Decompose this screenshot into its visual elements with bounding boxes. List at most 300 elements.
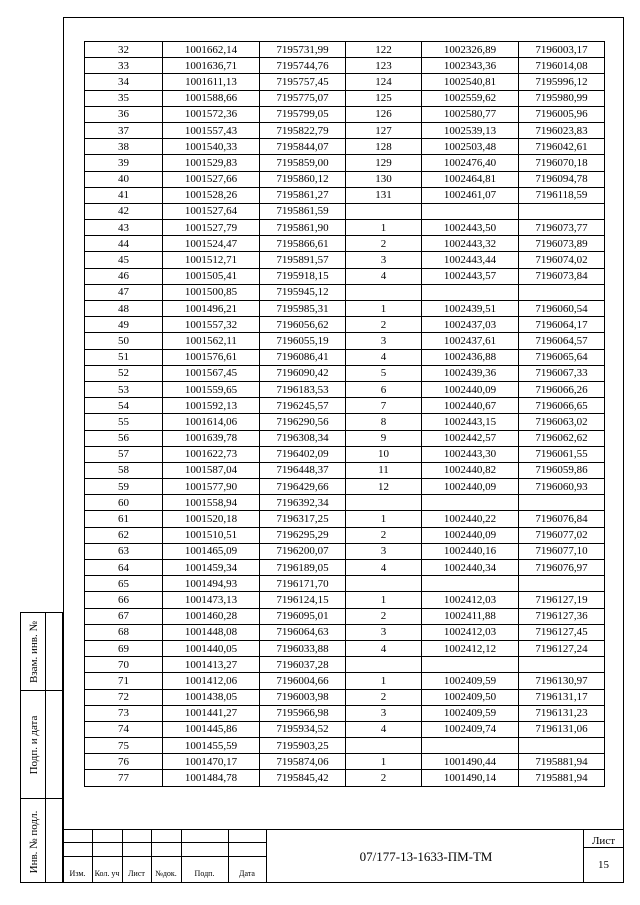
table-row bbox=[85, 203, 605, 219]
point-no-cell: 65 bbox=[85, 576, 163, 592]
y-coord-cell: 7195757,45 bbox=[260, 74, 346, 90]
y-coord-2-cell: 7195881,94 bbox=[519, 770, 605, 786]
x-coord-cell: 1001512,71 bbox=[163, 252, 260, 268]
x-coord-2-cell: 1002437,61 bbox=[422, 333, 519, 349]
x-coord-cell: 1001588,66 bbox=[163, 90, 260, 106]
divider bbox=[63, 856, 266, 857]
point-no-2-cell: 4 bbox=[346, 560, 422, 576]
x-coord-cell: 1001622,73 bbox=[163, 446, 260, 462]
y-coord-2-cell: 7196131,17 bbox=[519, 689, 605, 705]
point-no-2-cell: 124 bbox=[346, 74, 422, 90]
y-coord-2-cell: 7196077,10 bbox=[519, 543, 605, 559]
point-no-2-cell: 10 bbox=[346, 446, 422, 462]
table-row bbox=[85, 608, 605, 624]
y-coord-cell: 7196003,98 bbox=[260, 689, 346, 705]
point-no-cell: 52 bbox=[85, 365, 163, 381]
y-coord-2-cell: 7196061,55 bbox=[519, 446, 605, 462]
point-no-cell: 63 bbox=[85, 543, 163, 559]
sheet-col-label: Лист bbox=[128, 869, 145, 878]
x-coord-cell: 1001576,61 bbox=[163, 349, 260, 365]
point-no-cell: 77 bbox=[85, 770, 163, 786]
y-coord-2-cell: 7196005,96 bbox=[519, 106, 605, 122]
date-label: Дата bbox=[239, 869, 255, 878]
side-stamp-value-column bbox=[45, 612, 63, 883]
x-coord-cell: 1001460,28 bbox=[163, 608, 260, 624]
point-no-cell: 50 bbox=[85, 333, 163, 349]
point-no-cell: 46 bbox=[85, 268, 163, 284]
point-no-2-cell: 4 bbox=[346, 721, 422, 737]
table-row bbox=[85, 381, 605, 397]
x-coord-cell: 1001557,32 bbox=[163, 317, 260, 333]
y-coord-cell: 7196033,88 bbox=[260, 640, 346, 656]
y-coord-cell: 7196056,62 bbox=[260, 317, 346, 333]
x-coord-2-cell: 1002412,03 bbox=[422, 624, 519, 640]
x-coord-cell: 1001529,83 bbox=[163, 155, 260, 171]
point-no-cell: 56 bbox=[85, 430, 163, 446]
x-coord-2-cell: 1002539,13 bbox=[422, 122, 519, 138]
y-coord-cell: 7195861,90 bbox=[260, 220, 346, 236]
y-coord-cell: 7196064,63 bbox=[260, 624, 346, 640]
y-coord-2-cell: 7196060,54 bbox=[519, 301, 605, 317]
table-row bbox=[85, 721, 605, 737]
x-coord-cell: 1001662,14 bbox=[163, 42, 260, 58]
point-no-cell: 60 bbox=[85, 495, 163, 511]
point-no-cell: 57 bbox=[85, 446, 163, 462]
point-no-cell: 71 bbox=[85, 673, 163, 689]
y-coord-cell: 7196171,70 bbox=[260, 576, 346, 592]
point-no-cell: 68 bbox=[85, 624, 163, 640]
y-coord-2-cell bbox=[519, 495, 605, 511]
table-row bbox=[85, 155, 605, 171]
x-coord-2-cell: 1001490,44 bbox=[422, 754, 519, 770]
count-label: Кол. уч bbox=[94, 869, 120, 878]
sheet-label: Лист bbox=[591, 835, 616, 847]
x-coord-cell: 1001448,08 bbox=[163, 624, 260, 640]
point-no-cell: 43 bbox=[85, 220, 163, 236]
x-coord-cell: 1001459,34 bbox=[163, 560, 260, 576]
point-no-2-cell: 12 bbox=[346, 479, 422, 495]
point-no-2-cell: 2 bbox=[346, 527, 422, 543]
x-coord-2-cell bbox=[422, 284, 519, 300]
table-row bbox=[85, 754, 605, 770]
point-no-2-cell: 1 bbox=[346, 673, 422, 689]
inv-orig-cell bbox=[21, 799, 46, 884]
y-coord-2-cell bbox=[519, 576, 605, 592]
divider bbox=[583, 847, 624, 848]
point-no-2-cell: 127 bbox=[346, 122, 422, 138]
table-row bbox=[85, 220, 605, 236]
y-coord-cell: 7196200,07 bbox=[260, 543, 346, 559]
y-coord-2-cell: 7196094,78 bbox=[519, 171, 605, 187]
x-coord-2-cell: 1002439,51 bbox=[422, 301, 519, 317]
inv-orig-label: Инв. № подл. bbox=[27, 810, 40, 873]
point-no-cell: 58 bbox=[85, 462, 163, 478]
x-coord-2-cell: 1002411,88 bbox=[422, 608, 519, 624]
point-no-cell: 67 bbox=[85, 608, 163, 624]
y-coord-2-cell: 7195980,99 bbox=[519, 90, 605, 106]
table-row bbox=[85, 479, 605, 495]
y-coord-2-cell: 7196127,24 bbox=[519, 640, 605, 656]
point-no-2-cell: 7 bbox=[346, 398, 422, 414]
x-coord-cell: 1001441,27 bbox=[163, 705, 260, 721]
y-coord-2-cell: 7196077,02 bbox=[519, 527, 605, 543]
x-coord-2-cell: 1002461,07 bbox=[422, 187, 519, 203]
y-coord-2-cell: 7196127,36 bbox=[519, 608, 605, 624]
point-no-cell: 49 bbox=[85, 317, 163, 333]
y-coord-cell: 7195891,57 bbox=[260, 252, 346, 268]
x-coord-cell: 1001494,93 bbox=[163, 576, 260, 592]
point-no-cell: 44 bbox=[85, 236, 163, 252]
sign-date-cell bbox=[21, 691, 46, 799]
table-row bbox=[85, 560, 605, 576]
x-coord-cell: 1001500,85 bbox=[163, 284, 260, 300]
y-coord-cell: 7195874,06 bbox=[260, 754, 346, 770]
y-coord-2-cell bbox=[519, 284, 605, 300]
point-no-2-cell: 11 bbox=[346, 462, 422, 478]
x-coord-2-cell: 1002440,82 bbox=[422, 462, 519, 478]
y-coord-cell: 7195822,79 bbox=[260, 122, 346, 138]
x-coord-cell: 1001510,51 bbox=[163, 527, 260, 543]
sheet-number: 15 bbox=[598, 859, 609, 871]
point-no-cell: 64 bbox=[85, 560, 163, 576]
y-coord-cell: 7196189,05 bbox=[260, 560, 346, 576]
table-row bbox=[85, 268, 605, 284]
table-row bbox=[85, 446, 605, 462]
table-row bbox=[85, 640, 605, 656]
point-no-2-cell: 1 bbox=[346, 301, 422, 317]
x-coord-2-cell: 1002443,50 bbox=[422, 220, 519, 236]
x-coord-2-cell: 1002436,88 bbox=[422, 349, 519, 365]
table-row bbox=[85, 106, 605, 122]
table-row bbox=[85, 139, 605, 155]
divider bbox=[63, 842, 266, 843]
x-coord-2-cell bbox=[422, 495, 519, 511]
x-coord-cell: 1001473,13 bbox=[163, 592, 260, 608]
point-no-2-cell bbox=[346, 495, 422, 511]
table-row bbox=[85, 738, 605, 754]
x-coord-2-cell: 1002440,09 bbox=[422, 527, 519, 543]
table-row bbox=[85, 74, 605, 90]
y-coord-2-cell: 7196014,08 bbox=[519, 58, 605, 74]
table-row bbox=[85, 770, 605, 786]
x-coord-2-cell: 1002343,36 bbox=[422, 58, 519, 74]
y-coord-2-cell: 7196060,93 bbox=[519, 479, 605, 495]
x-coord-2-cell: 1001490,14 bbox=[422, 770, 519, 786]
y-coord-2-cell: 7196064,17 bbox=[519, 317, 605, 333]
point-no-cell: 66 bbox=[85, 592, 163, 608]
y-coord-2-cell bbox=[519, 738, 605, 754]
y-coord-cell: 7195860,12 bbox=[260, 171, 346, 187]
x-coord-2-cell: 1002440,34 bbox=[422, 560, 519, 576]
x-coord-2-cell: 1002409,50 bbox=[422, 689, 519, 705]
x-coord-cell: 1001577,90 bbox=[163, 479, 260, 495]
y-coord-cell: 7196317,25 bbox=[260, 511, 346, 527]
point-no-cell: 45 bbox=[85, 252, 163, 268]
table-row bbox=[85, 543, 605, 559]
y-coord-cell: 7196429,66 bbox=[260, 479, 346, 495]
y-coord-2-cell: 7196070,18 bbox=[519, 155, 605, 171]
x-coord-2-cell: 1002409,74 bbox=[422, 721, 519, 737]
y-coord-2-cell: 7196130,97 bbox=[519, 673, 605, 689]
point-no-cell: 33 bbox=[85, 58, 163, 74]
point-no-cell: 48 bbox=[85, 301, 163, 317]
doc-no-label: №док. bbox=[155, 869, 177, 878]
point-no-2-cell: 123 bbox=[346, 58, 422, 74]
table-row bbox=[85, 414, 605, 430]
signature-label: Подп. bbox=[194, 869, 215, 878]
table-row bbox=[85, 349, 605, 365]
x-coord-cell: 1001559,65 bbox=[163, 381, 260, 397]
y-coord-2-cell: 7196003,17 bbox=[519, 42, 605, 58]
y-coord-cell: 7195861,59 bbox=[260, 203, 346, 219]
x-coord-cell: 1001540,33 bbox=[163, 139, 260, 155]
y-coord-cell: 7196004,66 bbox=[260, 673, 346, 689]
x-coord-cell: 1001614,06 bbox=[163, 414, 260, 430]
table-row bbox=[85, 236, 605, 252]
x-coord-cell: 1001562,11 bbox=[163, 333, 260, 349]
y-coord-cell: 7195966,98 bbox=[260, 705, 346, 721]
point-no-cell: 61 bbox=[85, 511, 163, 527]
x-coord-cell: 1001636,71 bbox=[163, 58, 260, 74]
table-row bbox=[85, 365, 605, 381]
y-coord-2-cell: 7196073,77 bbox=[519, 220, 605, 236]
table-row bbox=[85, 657, 605, 673]
point-no-cell: 55 bbox=[85, 414, 163, 430]
point-no-cell: 76 bbox=[85, 754, 163, 770]
y-coord-cell: 7196086,41 bbox=[260, 349, 346, 365]
y-coord-2-cell: 7196065,64 bbox=[519, 349, 605, 365]
y-coord-cell: 7196295,29 bbox=[260, 527, 346, 543]
y-coord-cell: 7195775,07 bbox=[260, 90, 346, 106]
point-no-2-cell: 1 bbox=[346, 511, 422, 527]
x-coord-2-cell: 1002326,89 bbox=[422, 42, 519, 58]
x-coord-cell: 1001438,05 bbox=[163, 689, 260, 705]
point-no-cell: 73 bbox=[85, 705, 163, 721]
point-no-2-cell bbox=[346, 657, 422, 673]
x-coord-cell: 1001527,64 bbox=[163, 203, 260, 219]
y-coord-cell: 7195731,99 bbox=[260, 42, 346, 58]
point-no-2-cell bbox=[346, 738, 422, 754]
y-coord-cell: 7195985,31 bbox=[260, 301, 346, 317]
y-coord-cell: 7195861,27 bbox=[260, 187, 346, 203]
point-no-cell: 37 bbox=[85, 122, 163, 138]
y-coord-2-cell bbox=[519, 657, 605, 673]
x-coord-2-cell: 1002443,57 bbox=[422, 268, 519, 284]
divider bbox=[46, 798, 63, 799]
table-row bbox=[85, 430, 605, 446]
y-coord-2-cell: 7196076,84 bbox=[519, 511, 605, 527]
x-coord-cell: 1001455,59 bbox=[163, 738, 260, 754]
point-no-2-cell: 1 bbox=[346, 592, 422, 608]
x-coord-2-cell bbox=[422, 576, 519, 592]
table-row bbox=[85, 462, 605, 478]
point-no-cell: 69 bbox=[85, 640, 163, 656]
y-coord-2-cell: 7196062,62 bbox=[519, 430, 605, 446]
y-coord-cell: 7195918,15 bbox=[260, 268, 346, 284]
x-coord-cell: 1001639,78 bbox=[163, 430, 260, 446]
x-coord-2-cell: 1002440,09 bbox=[422, 479, 519, 495]
point-no-2-cell: 6 bbox=[346, 381, 422, 397]
change-label: Изм. bbox=[69, 869, 86, 878]
table-row bbox=[85, 317, 605, 333]
y-coord-cell: 7195903,25 bbox=[260, 738, 346, 754]
table-row bbox=[85, 171, 605, 187]
table-row bbox=[85, 705, 605, 721]
table-row bbox=[85, 576, 605, 592]
x-coord-cell: 1001558,94 bbox=[163, 495, 260, 511]
y-coord-cell: 7196448,37 bbox=[260, 462, 346, 478]
y-coord-cell: 7196183,53 bbox=[260, 381, 346, 397]
point-no-2-cell: 3 bbox=[346, 252, 422, 268]
document-code: 07/177-13-1633-ПМ-ТМ bbox=[359, 849, 493, 864]
point-no-2-cell bbox=[346, 576, 422, 592]
table-row bbox=[85, 511, 605, 527]
point-no-2-cell: 4 bbox=[346, 640, 422, 656]
x-coord-2-cell: 1002440,09 bbox=[422, 381, 519, 397]
x-coord-cell: 1001496,21 bbox=[163, 301, 260, 317]
y-coord-cell: 7196245,57 bbox=[260, 398, 346, 414]
table-row bbox=[85, 689, 605, 705]
x-coord-2-cell: 1002476,40 bbox=[422, 155, 519, 171]
x-coord-cell: 1001520,18 bbox=[163, 511, 260, 527]
table-row bbox=[85, 527, 605, 543]
point-no-cell: 51 bbox=[85, 349, 163, 365]
y-coord-cell: 7196290,56 bbox=[260, 414, 346, 430]
y-coord-2-cell: 7195996,12 bbox=[519, 74, 605, 90]
x-coord-2-cell bbox=[422, 203, 519, 219]
x-coord-2-cell: 1002464,81 bbox=[422, 171, 519, 187]
point-no-2-cell: 4 bbox=[346, 349, 422, 365]
point-no-cell: 53 bbox=[85, 381, 163, 397]
x-coord-2-cell: 1002409,59 bbox=[422, 705, 519, 721]
table-row bbox=[85, 284, 605, 300]
x-coord-2-cell: 1002409,59 bbox=[422, 673, 519, 689]
point-no-2-cell: 3 bbox=[346, 543, 422, 559]
y-coord-2-cell: 7196042,61 bbox=[519, 139, 605, 155]
sign-date-label: Подп. и дата bbox=[27, 715, 40, 774]
x-coord-2-cell: 1002443,15 bbox=[422, 414, 519, 430]
x-coord-cell: 1001592,13 bbox=[163, 398, 260, 414]
table-row bbox=[85, 90, 605, 106]
y-coord-cell: 7195934,52 bbox=[260, 721, 346, 737]
table-row bbox=[85, 495, 605, 511]
y-coord-2-cell: 7196074,02 bbox=[519, 252, 605, 268]
x-coord-cell: 1001572,36 bbox=[163, 106, 260, 122]
x-coord-2-cell: 1002412,03 bbox=[422, 592, 519, 608]
coordinates-table bbox=[84, 41, 605, 787]
y-coord-2-cell: 7196073,84 bbox=[519, 268, 605, 284]
x-coord-2-cell: 1002443,44 bbox=[422, 252, 519, 268]
table-row bbox=[85, 592, 605, 608]
x-coord-2-cell: 1002439,36 bbox=[422, 365, 519, 381]
y-coord-2-cell: 7196023,83 bbox=[519, 122, 605, 138]
y-coord-2-cell: 7196127,19 bbox=[519, 592, 605, 608]
x-coord-2-cell: 1002559,62 bbox=[422, 90, 519, 106]
y-coord-2-cell: 7196076,97 bbox=[519, 560, 605, 576]
y-coord-cell: 7195859,00 bbox=[260, 155, 346, 171]
point-no-cell: 38 bbox=[85, 139, 163, 155]
x-coord-cell: 1001445,86 bbox=[163, 721, 260, 737]
point-no-2-cell: 2 bbox=[346, 236, 422, 252]
x-coord-2-cell: 1002437,03 bbox=[422, 317, 519, 333]
point-no-2-cell: 9 bbox=[346, 430, 422, 446]
table-row bbox=[85, 122, 605, 138]
y-coord-2-cell: 7196118,59 bbox=[519, 187, 605, 203]
point-no-cell: 70 bbox=[85, 657, 163, 673]
table-row bbox=[85, 333, 605, 349]
y-coord-cell: 7196124,15 bbox=[260, 592, 346, 608]
y-coord-2-cell: 7196066,65 bbox=[519, 398, 605, 414]
y-coord-2-cell: 7196067,33 bbox=[519, 365, 605, 381]
point-no-cell: 59 bbox=[85, 479, 163, 495]
y-coord-cell: 7195945,12 bbox=[260, 284, 346, 300]
point-no-cell: 54 bbox=[85, 398, 163, 414]
replaced-inv-cell bbox=[21, 613, 46, 691]
point-no-cell: 75 bbox=[85, 738, 163, 754]
table-row bbox=[85, 58, 605, 74]
y-coord-cell: 7195845,42 bbox=[260, 770, 346, 786]
point-no-2-cell: 4 bbox=[346, 268, 422, 284]
point-no-2-cell: 126 bbox=[346, 106, 422, 122]
divider bbox=[63, 829, 624, 830]
y-coord-cell: 7196402,09 bbox=[260, 446, 346, 462]
x-coord-cell: 1001528,26 bbox=[163, 187, 260, 203]
x-coord-cell: 1001412,06 bbox=[163, 673, 260, 689]
point-no-2-cell: 5 bbox=[346, 365, 422, 381]
point-no-cell: 47 bbox=[85, 284, 163, 300]
x-coord-2-cell: 1002503,48 bbox=[422, 139, 519, 155]
y-coord-cell: 7195866,61 bbox=[260, 236, 346, 252]
y-coord-cell: 7195744,76 bbox=[260, 58, 346, 74]
x-coord-cell: 1001413,27 bbox=[163, 657, 260, 673]
y-coord-2-cell bbox=[519, 203, 605, 219]
x-coord-2-cell: 1002440,67 bbox=[422, 398, 519, 414]
point-no-cell: 41 bbox=[85, 187, 163, 203]
x-coord-cell: 1001557,43 bbox=[163, 122, 260, 138]
y-coord-2-cell: 7196127,45 bbox=[519, 624, 605, 640]
table-row bbox=[85, 252, 605, 268]
x-coord-2-cell: 1002440,16 bbox=[422, 543, 519, 559]
y-coord-2-cell: 7196131,06 bbox=[519, 721, 605, 737]
table-row bbox=[85, 187, 605, 203]
table-row bbox=[85, 673, 605, 689]
point-no-2-cell: 3 bbox=[346, 333, 422, 349]
y-coord-2-cell: 7196064,57 bbox=[519, 333, 605, 349]
point-no-cell: 36 bbox=[85, 106, 163, 122]
table-row bbox=[85, 301, 605, 317]
y-coord-cell: 7196037,28 bbox=[260, 657, 346, 673]
x-coord-cell: 1001505,41 bbox=[163, 268, 260, 284]
side-stamp bbox=[20, 612, 45, 883]
y-coord-cell: 7196392,34 bbox=[260, 495, 346, 511]
x-coord-cell: 1001587,04 bbox=[163, 462, 260, 478]
x-coord-2-cell: 1002440,22 bbox=[422, 511, 519, 527]
y-coord-2-cell: 7196131,23 bbox=[519, 705, 605, 721]
x-coord-cell: 1001484,78 bbox=[163, 770, 260, 786]
table-row bbox=[85, 398, 605, 414]
point-no-2-cell: 3 bbox=[346, 624, 422, 640]
point-no-cell: 34 bbox=[85, 74, 163, 90]
point-no-2-cell bbox=[346, 203, 422, 219]
y-coord-cell: 7196055,19 bbox=[260, 333, 346, 349]
table-row bbox=[85, 624, 605, 640]
x-coord-2-cell: 1002412,12 bbox=[422, 640, 519, 656]
point-no-2-cell: 2 bbox=[346, 770, 422, 786]
point-no-cell: 74 bbox=[85, 721, 163, 737]
x-coord-2-cell: 1002443,30 bbox=[422, 446, 519, 462]
y-coord-2-cell: 7195881,94 bbox=[519, 754, 605, 770]
point-no-cell: 39 bbox=[85, 155, 163, 171]
